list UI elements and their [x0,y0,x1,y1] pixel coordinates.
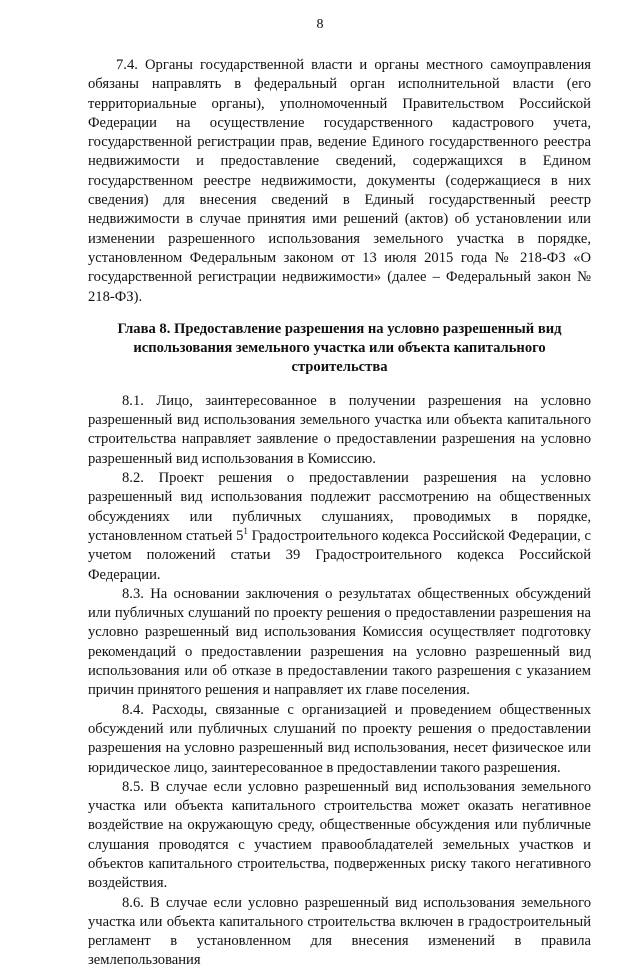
paragraph-8-2 [88,469,591,585]
paragraph-7-4: 7.4. Органы государственной власти и органы местного самоуправления обязаны направлять в федеральный орган исполнительной власти (его территориальные органы), уполномоченный Правительством Российской Федерации на осуществление государственного кадастрового учета, государственной регистрации прав, ведение Единого государственного реестра недвижимости и предоставление сведений, содержащихся в Едином государственном реестре недвижимости, документы (содержащиеся в них сведения) для внесения сведений в Единый государственный реестр недвижимости в случае принятия ими решений (актов) об установлении или изменении разрешенного использования земельного участка в порядке, установленном Федеральным законом от 13 июля 2015 года № 218-ФЗ «О государственной регистрации недвижимости» (далее – Федеральный закон № 218-ФЗ). [88,57,591,305]
paragraph-8-1: 8.1. Лицо, заинтересованное в получении разрешения на условно разрешенный вид использования земельного участка или объекта капитального строительства направляет заявление о предоставлении разрешения на условно разрешенный вид использования в Комиссию. [88,392,591,467]
page-number: 8 [316,17,324,32]
document-body [88,56,591,971]
paragraph-8-5: 8.5. В случае если условно разрешенный вид использования земельного участка или объекта капитального строительства может оказать негативное воздействие на окружающую среду, общественные обсуждения или публичные слушания проводятся с участием правообладателей земельных участков и объектов капитального строительства, подверженных риску такого негативного воздействия. [88,778,591,892]
chapter-8-title: Глава 8. Предоставление разрешения на условно разрешенный вид использования земельного участка или объекта капитального строительства [117,320,562,375]
paragraph-8-6: 8.6. В случае если условно разрешенный вид использования земельного участка или объекта капитального строительства включен в градостроительный регламент в установленном для внесения изменений в правила землепользования [88,894,591,969]
article-superscript: 1 [243,526,248,537]
paragraph-8-3: 8.3. На основании заключения о результатах общественных обсуждений или публичных слушаний по проекту решения о предоставлении разрешения на условно разрешенный вид использования Комиссия осуществляет подготовку рекомендаций о предоставлении разрешения на условно разрешенный вид использования или об отказе в предоставлении такого разрешения с указанием причин принятого решения и направляет их главе поселения. [88,585,591,699]
paragraph-8-2-text-start: 8.2. Проект решения о предоставлении разрешения на условно разрешенный вид использования подлежит рассмотрению на общественных обсуждениях или публичных слушаниях, проводимых в порядке, установленном статьей 5 [88,470,591,544]
paragraph-8-4: 8.4. Расходы, связанные с организацией и проведением общественных обсуждений или публичных слушаний по проекту решения о предоставлении разрешения на условно разрешенный вид использования, несет физическое или юридическое лицо, заинтересованное в предоставлении такого разрешения. [88,701,591,776]
paragraph-8-2-text-end: Градостроительного кодекса Российской Федерации, с учетом положений статьи 39 Градостроительного кодекса Российской Федерации. [88,527,591,583]
